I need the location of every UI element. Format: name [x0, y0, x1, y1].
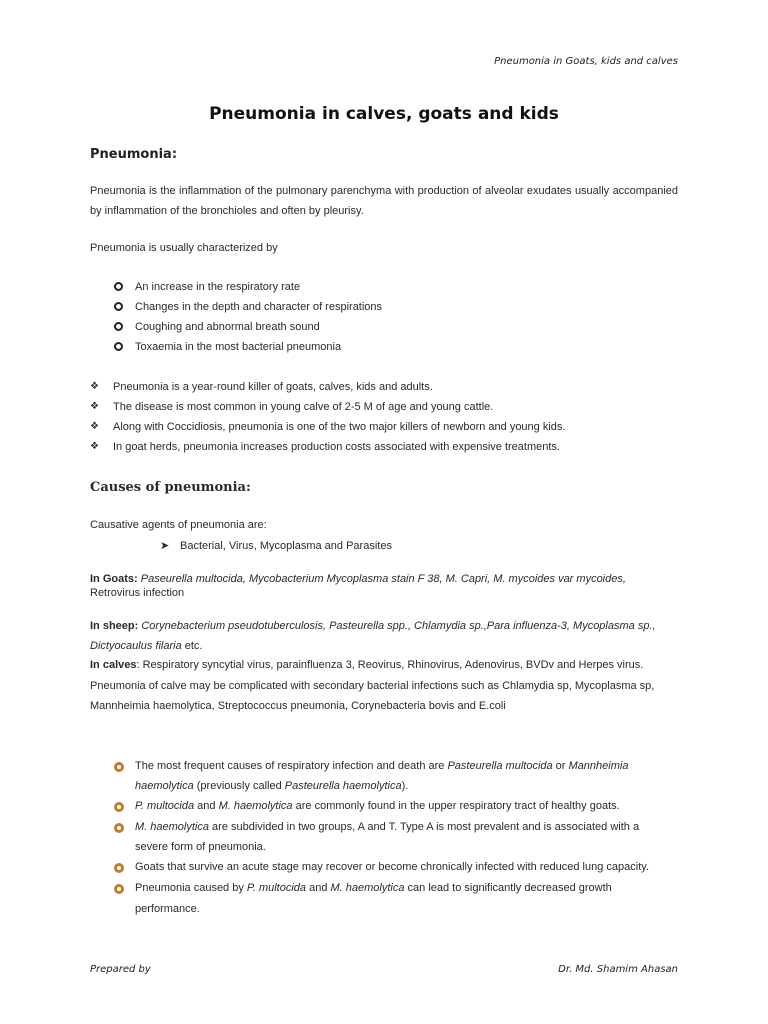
goats-line: In Goats: Paseurella multocida, Mycobacterium Mycoplasma stain F 38, M. Capri, M. mycoides var mycoides, — [90, 573, 626, 585]
list-item: ❖ The disease is most common in young calve of 2-5 M of age and young cattle. — [0, 397, 768, 417]
calves-line: In calves: Respiratory syncytial virus, parainfluenza 3, Reovirus, Rhinovirus, Adenovirus, BVDv and Herpes virus. — [90, 659, 644, 671]
list-item: ❖ In goat herds, pneumonia increases production costs associated with expensive treatments. — [0, 437, 768, 457]
note-3-cont: severe form of pneumonia. — [135, 841, 266, 853]
ring-bullet-icon — [114, 302, 123, 311]
note-3: M. haemolytica are subdivided in two groups, A and T. Type A is most prevalent and is associated with a — [135, 821, 640, 833]
footer-author: Dr. Md. Shamim Ahasan — [558, 964, 678, 975]
facts-list — [0, 377, 768, 457]
arrow-bullet-icon: ➤ — [160, 540, 170, 552]
section-heading-causes: Causes of pneumonia: — [90, 480, 251, 495]
note-1: The most frequent causes of respiratory infection and death are Pasteurella multocida or Mannheimia — [135, 760, 629, 772]
flower-bullet-icon — [114, 818, 124, 836]
ring-bullet-icon — [114, 322, 123, 331]
calves-line-3: Mannheimia haemolytica, Streptococcus pneumonia, Corynebacteria bovis and E.coli — [90, 700, 506, 712]
note-1-cont: haemolytica (previously called Pasteurella haemolytica). — [135, 780, 409, 792]
list-item: Toxaemia in the most bacterial pneumonia — [0, 337, 768, 357]
page-title: Pneumonia in calves, goats and kids — [209, 104, 559, 124]
flower-bullet-icon — [114, 858, 124, 876]
diamond-bullet-icon: ❖ — [90, 441, 99, 452]
footer-prepared-by: Prepared by — [90, 964, 151, 975]
note-4: Goats that survive an acute stage may recover or become chronically infected with reduced lung capacity. — [135, 861, 650, 873]
list-item: ❖ Along with Coccidiosis, pneumonia is one of the two major killers of newborn and young kids. — [0, 417, 768, 437]
diamond-bullet-icon: ❖ — [90, 421, 99, 432]
list-item: ❖ Pneumonia is a year-round killer of goats, calves, kids and adults. — [0, 377, 768, 397]
list-item: Changes in the depth and character of respirations — [0, 297, 768, 317]
characterized-intro: Pneumonia is usually characterized by — [90, 242, 278, 254]
list-item: An increase in the respiratory rate — [0, 277, 768, 297]
ring-bullet-icon — [114, 342, 123, 351]
agents-intro: Causative agents of pneumonia are: — [90, 519, 267, 531]
list-item: Coughing and abnormal breath sound — [0, 317, 768, 337]
note-5: Pneumonia caused by P. multocida and M. haemolytica can lead to significantly decreased growth — [135, 882, 612, 894]
diamond-bullet-icon: ❖ — [90, 401, 99, 412]
flower-bullet-icon — [114, 879, 124, 897]
signs-list — [0, 277, 768, 357]
goats-line-2: Retrovirus infection — [90, 587, 185, 599]
running-header: Pneumonia in Goats, kids and calves — [494, 56, 678, 67]
definition-paragraph: Pneumonia is the inflammation of the pulmonary parenchyma with production of alveolar exudates usually accompanied by inflammation of the bronchioles and often by pleurisy. — [90, 185, 678, 217]
sheep-line-2: Dictyocaulus filaria etc. — [90, 640, 203, 652]
flower-bullet-icon — [114, 797, 124, 815]
calves-line-2: Pneumonia of calve may be complicated with secondary bacterial infections such as Chlamydia sp, Mycoplasma sp, — [90, 680, 655, 692]
note-5-cont: performance. — [135, 903, 200, 915]
note-2: P. multocida and M. haemolytica are commonly found in the upper respiratory tract of healthy goats. — [135, 800, 620, 812]
flower-bullet-icon — [114, 757, 124, 775]
ring-bullet-icon — [114, 282, 123, 291]
sheep-line: In sheep: Corynebacterium pseudotuberculosis, Pasteurella spp., Chlamydia sp.,Para influenza-3, Mycoplasma sp., — [90, 620, 656, 632]
agents-list: Bacterial, Virus, Mycoplasma and Parasites — [180, 540, 392, 552]
section-heading-pneumonia: Pneumonia: — [90, 147, 178, 162]
diamond-bullet-icon: ❖ — [90, 381, 99, 392]
